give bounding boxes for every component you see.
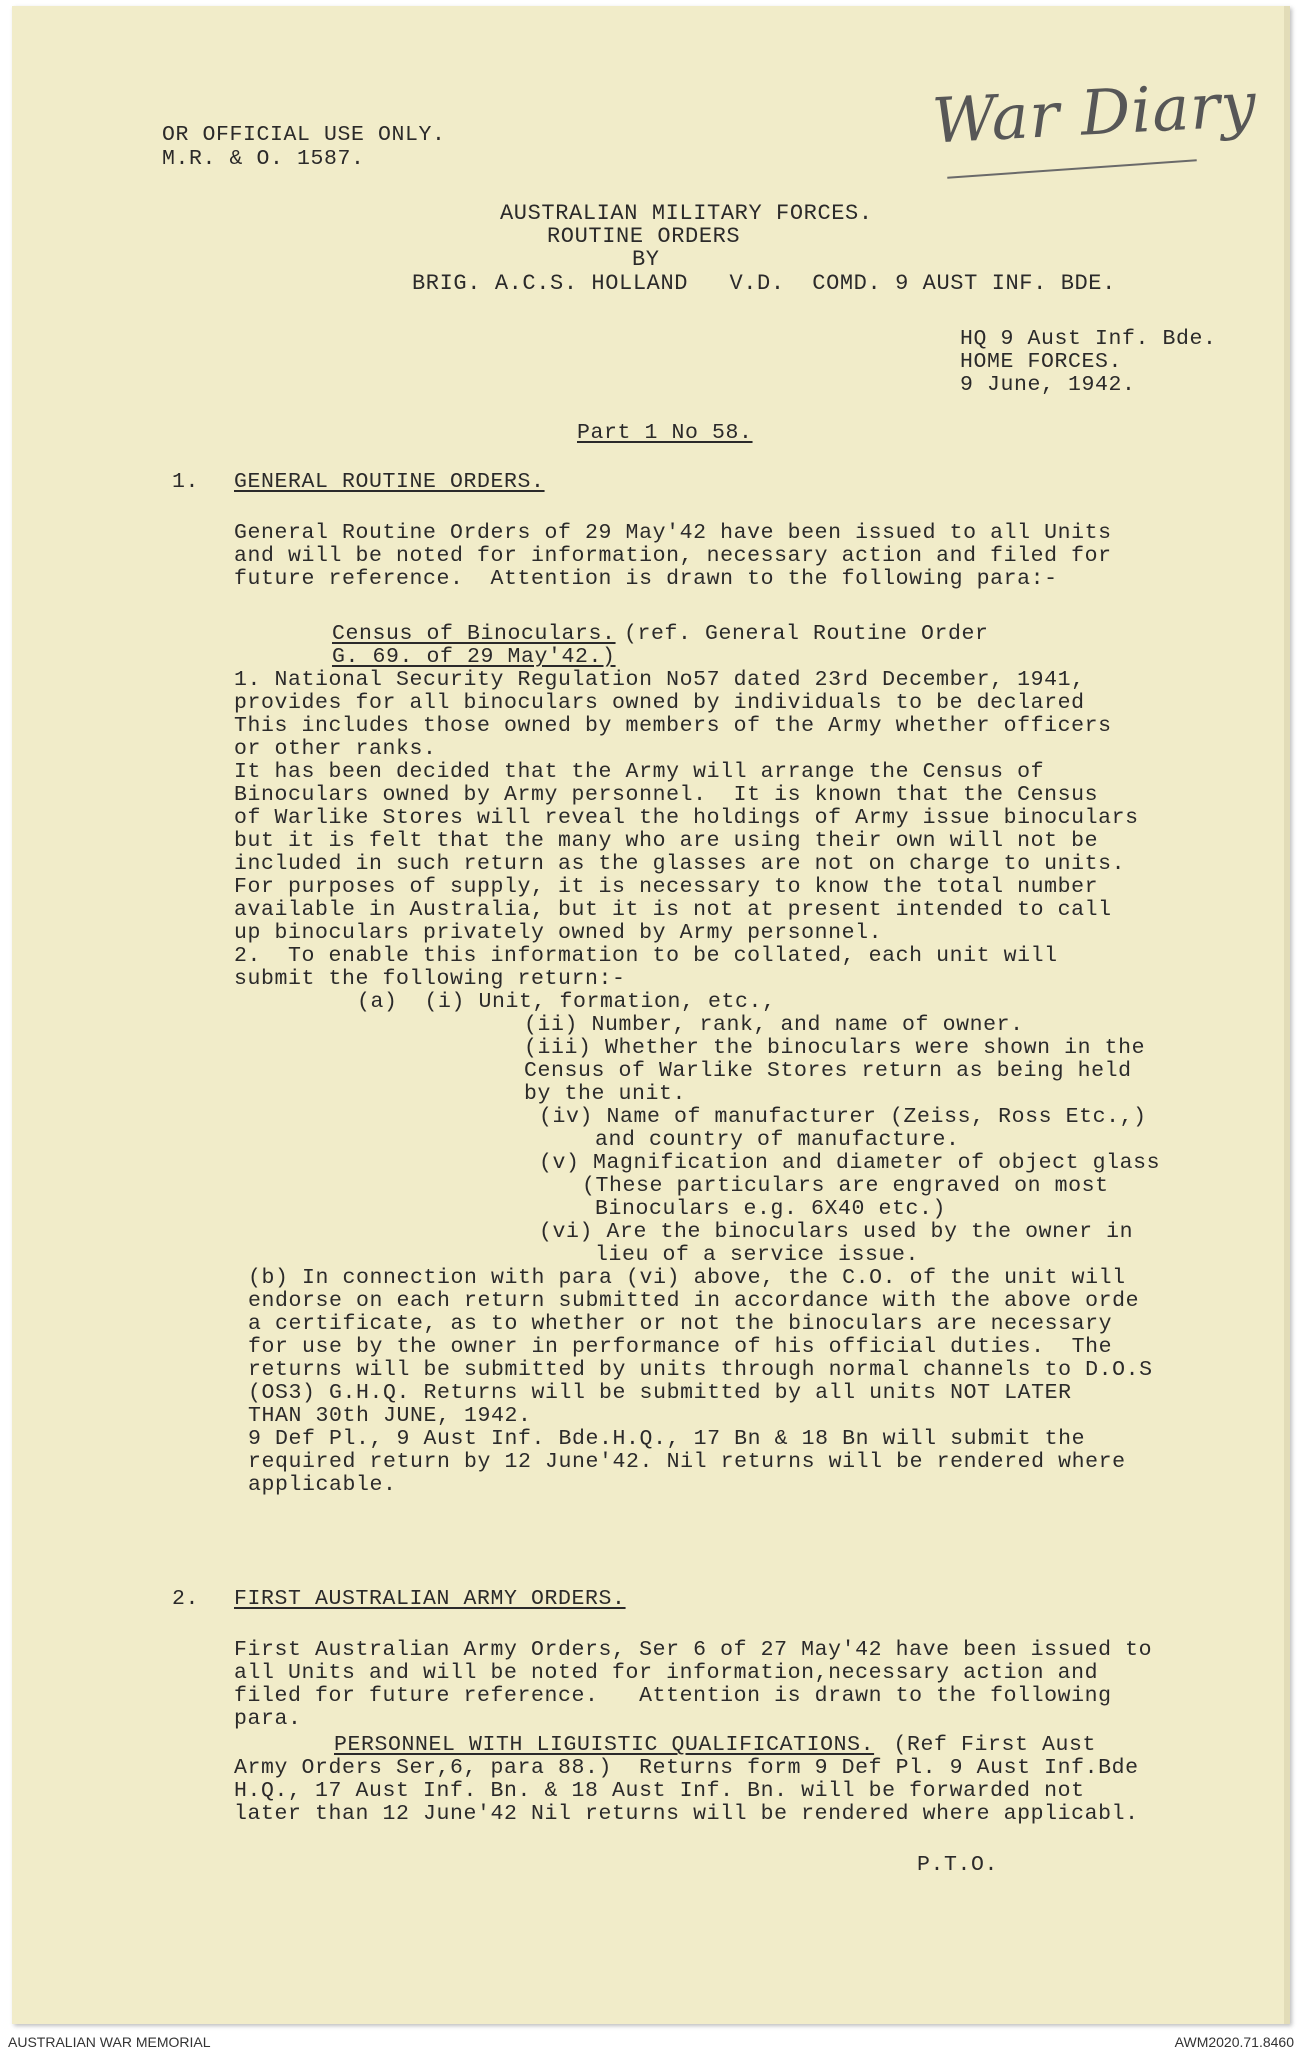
text-line: It has been decided that the Army will arrange the Census of [234, 760, 1045, 784]
handwritten-note: War Diary [930, 67, 1259, 158]
footer-bar [0, 2030, 1302, 2061]
part-number: Part 1 No 58. [577, 421, 753, 445]
footer-accession-number: AWM2020.71.8460 [1174, 2034, 1294, 2050]
text-line: all Units and will be noted for information,necessary action and [234, 1661, 1099, 1685]
hq-line: HQ 9 Aust Inf. Bde. [960, 327, 1217, 351]
text-line: or other ranks. [234, 737, 437, 761]
official-use-line: OR OFFICIAL USE ONLY. [162, 123, 446, 147]
text-line: required return by 12 June'42. Nil returns will be rendered where [248, 1450, 1126, 1474]
text-line: later than 12 June'42 Nil returns will be rendered where applicabl. [234, 1802, 1139, 1826]
list-line: (a) (i) Unit, formation, etc., [357, 990, 776, 1014]
text-line: 9 Def Pl., 9 Aust Inf. Bde.H.Q., 17 Bn & 18 Bn will submit the [248, 1427, 1086, 1451]
text-line: THAN 30th JUNE, 1942. [248, 1404, 532, 1428]
text-line: up binoculars privately owned by Army personnel. [234, 921, 883, 945]
forces-line: HOME FORCES. [960, 350, 1123, 374]
list-line: and country of manufacture. [595, 1128, 960, 1152]
commander-heading: BRIG. A.C.S. HOLLAND V.D. COMD. 9 AUST INF. BDE. [412, 271, 1116, 296]
list-line: Census of Warlike Stores return as being held [524, 1059, 1132, 1083]
text-line: H.Q., 17 Aust Inf. Bn. & 18 Aust Inf. Bn. will be forwarded not [234, 1779, 1085, 1803]
by-heading: BY [632, 247, 660, 272]
list-line: by the unit. [524, 1082, 687, 1106]
list-line: Binoculars e.g. 6X40 etc.) [595, 1197, 947, 1221]
census-reference-cont: G. 69. of 29 May'42.) [332, 645, 616, 669]
handwritten-underline [947, 159, 1197, 178]
text-line: (OS3) G.H.Q. Returns will be submitted by all units NOT LATER [248, 1381, 1072, 1405]
list-line: (vi) Are the binoculars used by the owner in [539, 1220, 1134, 1244]
section-2-number: 2. [172, 1587, 200, 1611]
text-line: submit the following return:- [234, 967, 626, 991]
text-line: para. [234, 1707, 302, 1731]
text-line: future reference. Attention is drawn to the following para:- [234, 567, 1058, 591]
pto-mark: P.T.O. [917, 1853, 999, 1877]
list-line: (iii) Whether the binoculars were shown in the [524, 1036, 1146, 1060]
organisation-heading: AUSTRALIAN MILITARY FORCES. [500, 201, 873, 226]
list-line: (v) Magnification and diameter of object glass [539, 1151, 1161, 1175]
text-line: but it is felt that the many who are using their own will not be [234, 829, 1099, 853]
issue-date: 9 June, 1942. [960, 373, 1136, 397]
text-line: a certificate, as to whether or not the binoculars are necessary [248, 1312, 1113, 1336]
text-line: provides for all binoculars owned by individuals to be declared [234, 691, 1085, 715]
census-title: Census of Binoculars. [332, 622, 616, 646]
text-line: endorse on each return submitted in accordance with the above orde [248, 1289, 1140, 1313]
document-type-heading: ROUTINE ORDERS [547, 224, 741, 249]
text-line: General Routine Orders of 29 May'42 have been issued to all Units [234, 521, 1112, 545]
text-line: Binoculars owned by Army personnel. It is known that the Census [234, 783, 1099, 807]
text-line: Army Orders Ser,6, para 88.) Returns form 9 Def Pl. 9 Aust Inf.Bde [234, 1756, 1139, 1780]
text-line: available in Australia, but it is not at present intended to call [234, 898, 1112, 922]
section-1-number: 1. [172, 470, 200, 494]
text-line: This includes those owned by members of the Army whether officers [234, 714, 1112, 738]
text-line: returns will be submitted by units through normal channels to D.O.S [248, 1358, 1153, 1382]
text-line: 1. National Security Regulation No57 dated 23rd December, 1941, [234, 668, 1085, 692]
text-line: For purposes of supply, it is necessary to know the total number [234, 875, 1099, 899]
list-line: (iv) Name of manufacturer (Zeiss, Ross Etc.,) [539, 1105, 1147, 1129]
personnel-reference: (Ref First Aust [880, 1733, 1097, 1757]
section-1-title: GENERAL ROUTINE ORDERS. [234, 470, 545, 494]
text-line: included in such return as the glasses are not on charge to units. [234, 852, 1126, 876]
text-line: of Warlike Stores will reveal the holdings of Army issue binoculars [234, 806, 1139, 830]
list-line: (These particulars are engraved on most [582, 1174, 1109, 1198]
section-2-title: FIRST AUSTRALIAN ARMY ORDERS. [234, 1587, 626, 1611]
text-line: for use by the owner in performance of his official duties. The [248, 1335, 1113, 1359]
text-line: and will be noted for information, necessary action and filed for [234, 544, 1112, 568]
footer-institution: AUSTRALIAN WAR MEMORIAL [8, 2034, 211, 2050]
text-line: First Australian Army Orders, Ser 6 of 27 May'42 have been issued to [234, 1638, 1153, 1662]
list-line: (ii) Number, rank, and name of owner. [524, 1013, 1024, 1037]
text-line: 2. To enable this information to be collated, each unit will [234, 944, 1058, 968]
reference-number: M.R. & O. 1587. [162, 147, 365, 171]
census-reference: (ref. General Routine Order [624, 622, 989, 646]
list-line: lieu of a service issue. [595, 1243, 920, 1267]
text-line: applicable. [248, 1473, 397, 1497]
text-line: filed for future reference. Attention is drawn to the following [234, 1684, 1112, 1708]
document-page [12, 6, 1290, 2024]
personnel-title: PERSONNEL WITH LIGUISTIC QUALIFICATIONS. [334, 1733, 875, 1757]
text-line: (b) In connection with para (vi) above, the C.O. of the unit will [248, 1266, 1126, 1290]
